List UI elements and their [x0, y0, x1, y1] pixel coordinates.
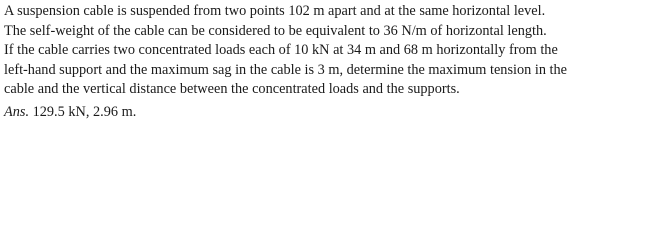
answer-label: Ans.	[4, 104, 30, 120]
problem-line: A suspension cable is suspended from two points 102 m apart and at the same horizontal level.	[4, 3, 546, 19]
answer-line	[4, 103, 136, 123]
answer-value: 129.5 kN, 2.96 m.	[32, 104, 137, 120]
problem-line: If the cable carries two concentrated loads each of 10 kN at 34 m and 68 m horizontally from the	[4, 42, 558, 58]
problem-line: The self-weight of the cable can be considered to be equivalent to 36 N/m of horizontal length.	[4, 22, 547, 39]
problem-line: left-hand support and the maximum sag in the cable is 3 m, determine the maximum tension in the	[4, 61, 568, 78]
problem-line: cable and the vertical distance between the concentrated loads and the supports.	[4, 81, 460, 97]
problem-statement	[4, 2, 644, 100]
